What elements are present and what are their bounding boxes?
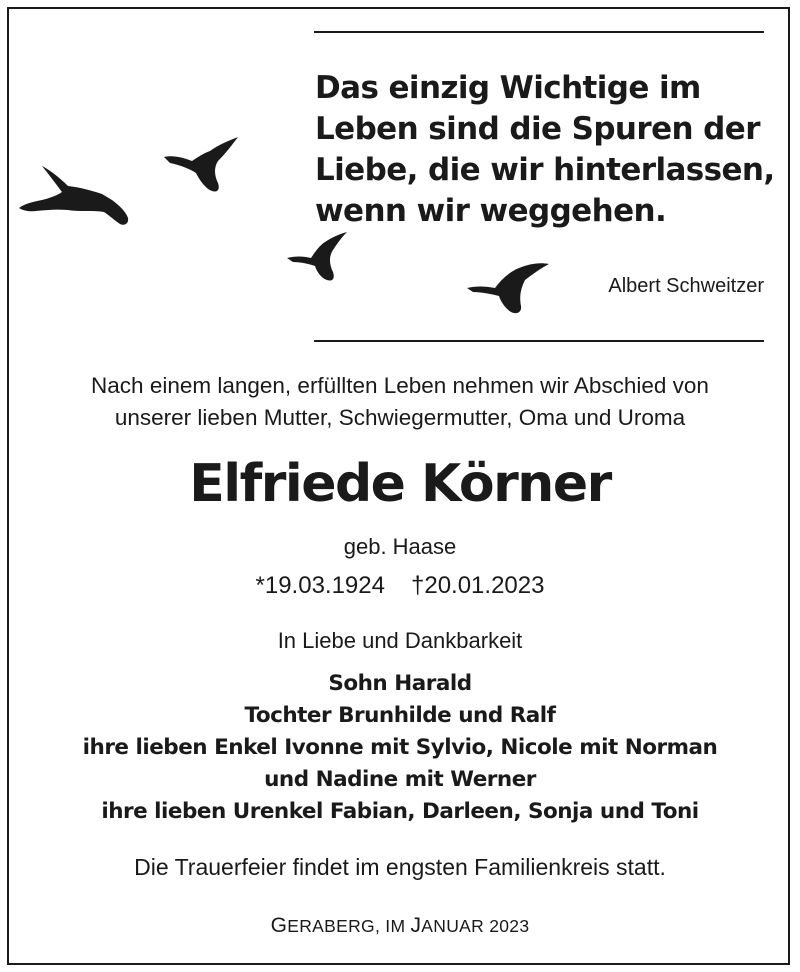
year: 2023 bbox=[484, 916, 530, 936]
top-rule bbox=[314, 31, 764, 33]
month-rest: ANUAR bbox=[421, 916, 485, 936]
birth-date: 19.03.1924 bbox=[264, 572, 385, 599]
birth-name: geb. Haase bbox=[343, 534, 457, 559]
family-list bbox=[0, 668, 800, 828]
intro-line: unserer lieben Mutter, Schwiegermutter, Oma und Uroma bbox=[114, 405, 686, 430]
quote-line: Das einzig Wichtige im bbox=[315, 70, 701, 106]
family-line: ihre lieben Urenkel Fabian, Darleen, Sonja und Toni bbox=[101, 799, 699, 824]
intro-text bbox=[0, 370, 800, 434]
death-date: 20.01.2023 bbox=[424, 572, 545, 599]
city-rest: ERABERG bbox=[287, 916, 375, 936]
family-line: ihre lieben Enkel Ivonne mit Sylvio, Nicole mit Norman bbox=[82, 735, 718, 760]
ceremony-notice: Die Trauerfeier findet im engsten Familienkreis statt. bbox=[134, 854, 666, 880]
flying-goose-icon bbox=[162, 135, 242, 195]
city-initial: G bbox=[270, 914, 288, 937]
place-and-date bbox=[0, 914, 800, 938]
bottom-rule bbox=[314, 340, 764, 342]
month-initial: J bbox=[410, 914, 422, 937]
family-line: Sohn Harald bbox=[328, 671, 472, 696]
quote bbox=[315, 68, 785, 232]
quote-line: wenn wir weggehen. bbox=[315, 193, 667, 229]
death-symbol: † bbox=[410, 572, 425, 599]
quote-author: Albert Schweitzer bbox=[608, 275, 764, 297]
gratitude-line: In Liebe und Dankbarkeit bbox=[277, 628, 523, 653]
flying-goose-icon bbox=[465, 260, 553, 318]
flying-goose-icon bbox=[285, 230, 350, 284]
quote-line: Liebe, die wir hinterlassen, bbox=[315, 152, 775, 188]
deceased-name: Elfriede Körner bbox=[189, 454, 611, 514]
family-line: Tochter Brunhilde und Ralf bbox=[244, 703, 556, 728]
connector: , IM bbox=[374, 916, 411, 936]
intro-line: Nach einem langen, erfüllten Leben nehmen wir Abschied von bbox=[91, 373, 709, 398]
quote-line: Leben sind die Spuren der bbox=[315, 111, 760, 147]
family-line: und Nadine mit Werner bbox=[264, 767, 536, 792]
birth-symbol: * bbox=[255, 572, 265, 599]
life-dates bbox=[0, 572, 800, 600]
flying-goose-icon bbox=[16, 162, 131, 230]
